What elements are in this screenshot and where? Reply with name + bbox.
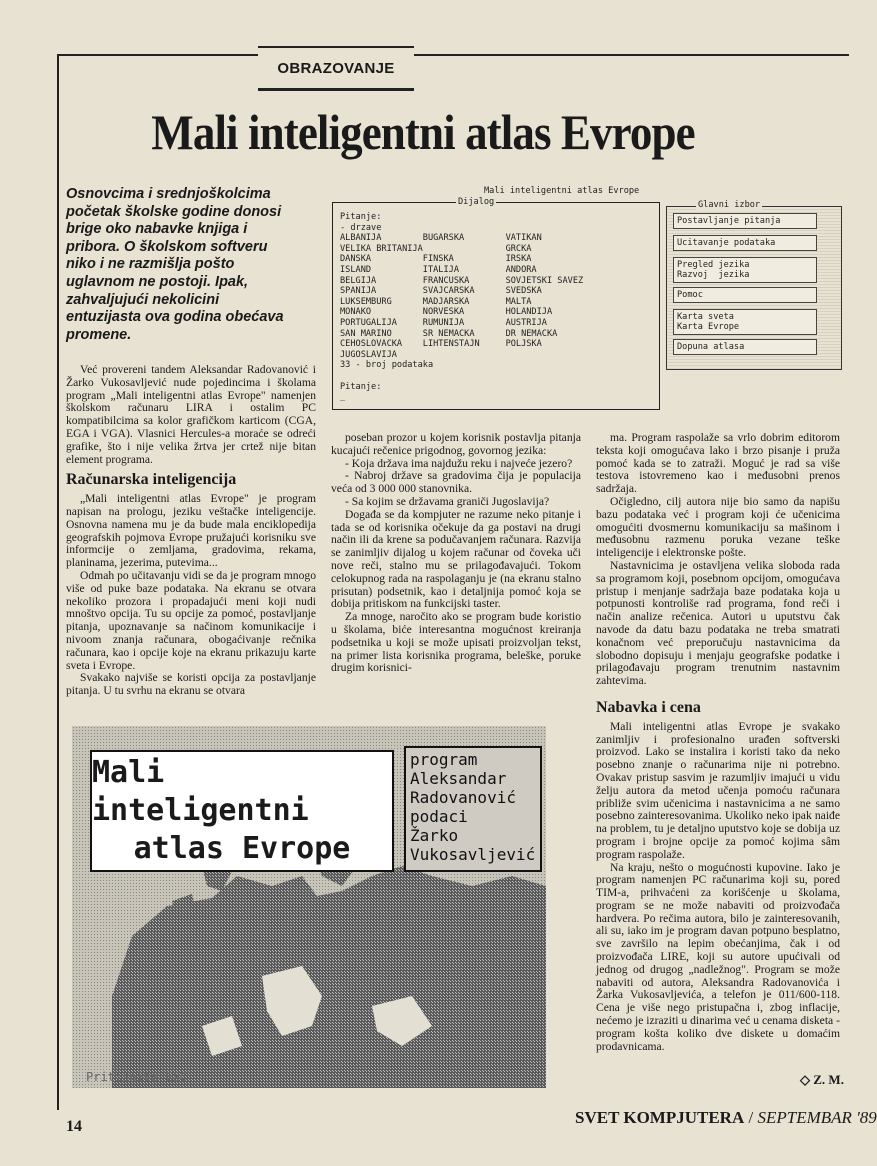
- credit-line: podaci: [410, 807, 468, 826]
- col3-paragraph: Na kraju, nešto o mogućnosti kupovine. Iako je program namenjen PC računarima koji su, pored TIM-a, prihvaćeni za korišćenje u školama, program se ne može nabaviti od proizvođača hardvera. Po rečima autora, bilo je zainteresovanih, ali su, iako im je program davan potpuno besplatno, sve završilo na lepim obećanjima, čak i od proizvođača LIRE, koji su autore upućivali od jednog od drugog „nadležnog". Program se može nabaviti od autora, Aleksandra Radovanovića i Žarka Vukosavljevića, a telefon je 011/600-118. Cena je više nego pristupačna i, zbog inflacije, nećemo je izraziti u dinarima već u cenama disketa - program košta koliko dve diskete u domaćim prodavnicama.: [596, 860, 840, 1053]
- section-label: OBRAZOVANJE: [258, 46, 414, 91]
- credits-box: [404, 746, 542, 872]
- subheading-purchase-price: Nabavka i cena: [596, 698, 701, 716]
- program-dialog-screenshot: [302, 184, 842, 410]
- headline: Mali inteligentni atlas Evrope: [151, 104, 695, 160]
- program-title-line1: Mali inteligentni: [92, 755, 309, 828]
- main-menu-title: Glavni izbor: [698, 200, 761, 210]
- intro-column: [66, 364, 316, 698]
- menu-item-maps: Karta sveta Karta Evrope: [673, 309, 817, 335]
- col1-paragraph: Odmah po učitavanju vidi se da je program mnogo više od puke baze podataka. Na ekranu se otvara nekoliko prozora i propadajući meni koji nudi mnoštvo opcija. Tu su opcije za pomoć, postavljanje pitanja, upoznavanje sa načinom komunikacije i nivoom znanja računara, obogaćivanje rečnika računara, kao i opcije koje na ekranu prikazuju karte sveta i Evrope.: [66, 568, 316, 672]
- page-number: 14: [66, 1118, 82, 1135]
- col3-paragraph: ma. Program raspolaže sa vrlo dobrim editorom teksta koji omogućava lako i brzo pisanje i pruža pomoć kada se to zatraži. Moguć je rad sa više testova istovremeno kao i međusobni prenos sadržaja.: [596, 431, 840, 496]
- lead-paragraph: Osnovcima i srednjoškolcima početak školske godine donosi brige oko nabavke knjiga i pribora. O školskom softveru niko i ne razmišlja pošto uglavnom ne postoji. Ipak, zahvaljujući nekolicini entuzijasta ova godina obećava promene.: [66, 186, 284, 343]
- magazine-footer: [575, 1108, 877, 1128]
- press-esc-hint: Pritisnite ESC: [86, 1070, 188, 1084]
- col2-paragraph: poseban prozor u kojem korisnik postavlja pitanja kucajući rečenice prigodnog, govornog jezika:: [331, 431, 581, 457]
- col2-paragraph: Događa se da kompjuter ne razume neko pitanje i tada se od korisnika očekuje da ga postavi na drugi način ili da krene sa podučavanjem računara. Razvija se zanimljiv dijalog u kojem računar od čoveka uči nove reči, stalno mu se prilagođavajući. Tokom celokupnog rada na raspolaganju je (na ekranu stalno prisutan) podsetnik, kao i detaljnija pomoć koja se dobija pritiskom na funkcijski taster.: [331, 507, 581, 611]
- menu-item-load-data: Ucitavanje podataka: [673, 235, 817, 251]
- dialog-window-label: Dijalog: [458, 197, 495, 207]
- menu-item-help: Pomoc: [673, 287, 817, 303]
- credit-line: Vukosavljević: [410, 845, 536, 864]
- title-screen-screenshot: [72, 726, 546, 1088]
- main-menu-panel: [666, 206, 842, 370]
- menu-item-ask-question: Postavljanje pitanja: [673, 213, 817, 229]
- credit-line: Žarko: [410, 826, 459, 845]
- column-three: [596, 432, 840, 1053]
- col1-paragraph: Svakako najviše se koristi opcija za postavljanje pitanja. U tu svrhu na ekranu se otvara: [66, 671, 316, 698]
- menu-item-language: Pregled jezika Razvoj jezika: [673, 257, 817, 283]
- column-two: [331, 432, 581, 675]
- col2-paragraph: - Sa kojim se državama graniči Jugoslavija?: [345, 494, 550, 508]
- col2-paragraph: - Koja država ima najdužu reku i najveće jezero?: [345, 456, 573, 470]
- author-signature: ◇ Z. M.: [800, 1072, 844, 1087]
- menu-item-update-atlas: Dopuna atlasa: [673, 339, 817, 355]
- footer-separator: /: [744, 1108, 758, 1127]
- program-title-box: [90, 750, 394, 872]
- program-title-line2: atlas Evrope: [133, 831, 351, 866]
- col3-paragraph: Mali inteligentni atlas Evrope je svakako zanimljiv i profesionalno urađen softverski proizvod. Lako se instalira i koristi tako da neko posebno znanje o računarima nije ni potrebno. Ovakav pristup sasvim je razumljiv imajući u vidu želju autora da metod učenja pomoću računara približe svim učenicima i nastavnicima a ne samo posebno zainteresovanima. Ukoliko neko ipak naiđe na problem, tu je detaljno uputstvo koje se dobija uz program i brojne opcije za pomoć kojima sâm program raspolaže.: [596, 719, 840, 861]
- screenshot-window-title: Mali inteligentni atlas Evrope: [484, 186, 640, 196]
- issue-date: SEPTEMBAR '89: [757, 1108, 877, 1127]
- col3-paragraph: Očigledno, cilj autora nije bio samo da napišu bazu podataka već i program koji će učenicima omogućiti dvosmernu komunikaciju sa mašinom i međusobnu razmenu poruka vezane teške inteligencije i elektronske pošte.: [596, 494, 840, 560]
- col2-paragraph: - Nabroj države sa gradovima čija je populacija veća od 3 000 000 stanovnika.: [331, 469, 581, 496]
- credit-line: Radovanović: [410, 788, 516, 807]
- col1-paragraph: „Mali inteligentni atlas Evrope" je program napisan na prologu, jeziku veštačke inteligencije. Osnovna namena mu je da bude mala enciklopedija geografskih pojmova Evrope pružajući korisniku sve informcije o zemljama, gradovima, rekama, planinama, jezerima, putevima...: [66, 492, 316, 570]
- credit-line: program: [410, 750, 478, 769]
- col3-paragraph: Nastavnicima je ostavljena velika sloboda rada sa programom koji, posebnom opcijom, omogućava pristup i menjanje sadržaja baze podataka koja u potpunosti kontroliše rad programa, fond reči i način analize rečenica. Autori u uputstvu čak navode da datu bazu podataka ne treba smatrati konačnom već preporučuju nastavnicima da slobodno dopisuju i menjaju geografske podatke i prilagođavaju program trenutnim nastavnim zahtevima.: [596, 558, 840, 688]
- magazine-name: SVET KOMPJUTERA: [575, 1108, 745, 1127]
- col2-paragraph: Za mnoge, naročito ako se program bude koristio u školama, biće interesantna mogućnost kreiranja podsetnika u koji se može upisati proizvoljan tekst, na primer lista korisnika programa, beleške, poruke drugim korisnici-: [331, 610, 581, 675]
- credit-line: Aleksandar: [410, 769, 507, 788]
- intro-paragraph: Već provereni tandem Aleksandar Radovanović i Žarko Vukosavljević nude pojedincima i školama program „Mali inteligentni atlas Evrope" namenjen školskom računaru LIRA i ostalim PC kompatibilcima sa kolor grafičkom karticom (CGA, EGA i VGA). Vlasnici Hercules-a moraće se odreći grafike, što i nije velika žrtva jer crtež nije bitan element programa.: [66, 363, 316, 466]
- dialog-text: Pitanje: - drzave ALBANIJA BUGARSKA VATIKAN VELIKA BRITANIJA GRCKA DANSKA FINSKA IRSKA ISLAND ITALIJA ANDORA BELGIJA FRANCUSKA SOVJETSKI SAVEZ SPANIJA SVAJCARSKA SVEDSKA LUKSEMBURG MADJARSKA MALTA MONAKO NORVESKA HOLANDIJA PORTUGALIJA RUMUNIJA AUSTRIJA SAN MARINO SR NEMACKA DR NEMACKA CEHOSLOVACKA LIHTENSTAJN POLJSKA JUGOSLAVIJA 33 - broj podataka Pitanje: _: [340, 212, 584, 403]
- subheading-computer-intelligence: Računarska inteligencija: [66, 471, 237, 489]
